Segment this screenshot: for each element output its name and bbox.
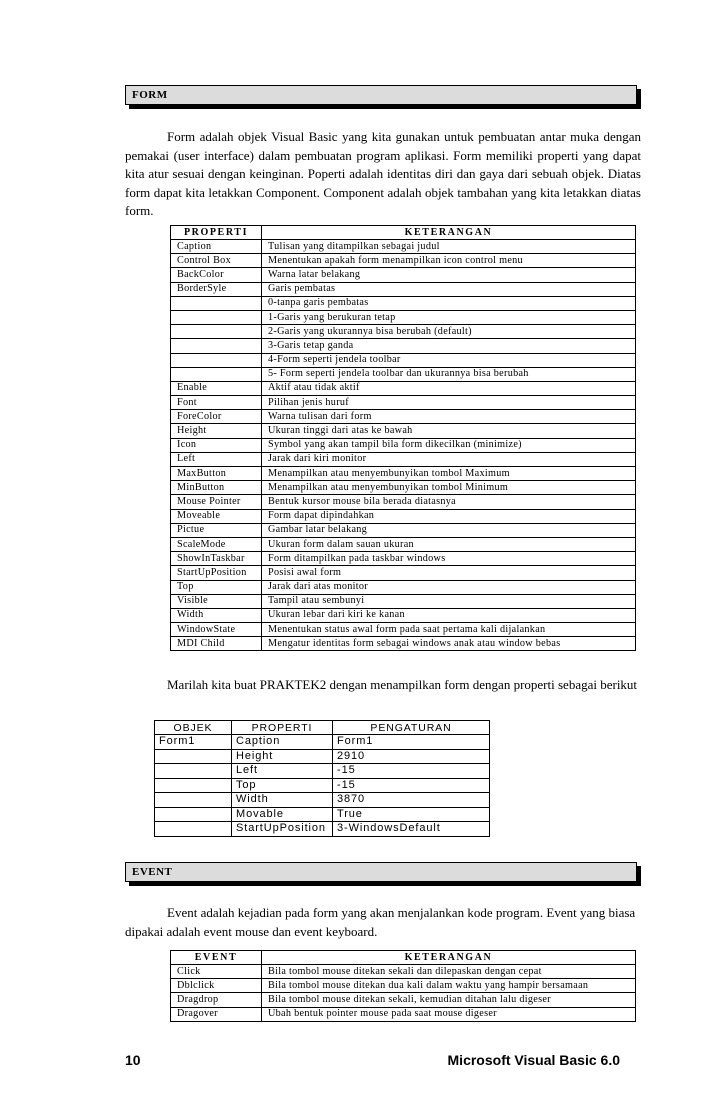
table-cell [171,353,262,367]
table-cell: Posisi awal form [262,566,636,580]
table-cell: Height [171,424,262,438]
table-cell: Warna tulisan dari form [262,410,636,424]
table-row [171,310,636,324]
table-cell: Top [171,580,262,594]
table-row [171,268,636,282]
table-row [171,637,636,651]
table-cell: Jarak dari atas monitor [262,580,636,594]
table-cell: Movable [232,807,333,822]
column-header-properti: PROPERTI [232,721,333,735]
book-title: Microsoft Visual Basic 6.0 [447,1052,620,1068]
event-intro-text: Event adalah kejadian pada form yang akan menjalankan kode program. Event yang biasa dipakai adalah event mouse dan event keyboard. [125,905,636,939]
table-cell [155,807,232,822]
table-row [171,381,636,395]
table-cell: Symbol yang akan tampil bila form dikecilkan (minimize) [262,438,636,452]
table-row [171,509,636,523]
table-row [171,240,636,254]
table-cell: ForeColor [171,410,262,424]
column-header-pengaturan: PENGATURAN [333,721,490,735]
table-row [155,749,490,764]
table-cell: Width [232,793,333,808]
table-row [171,523,636,537]
column-header-keterangan: KETERANGAN [262,951,636,965]
table-cell: Warna latar belakang [262,268,636,282]
page-number: 10 [125,1052,141,1068]
table-row [171,410,636,424]
table-row [171,965,636,979]
table-cell: Caption [171,240,262,254]
table-cell: 0-tanpa garis pembatas [262,296,636,310]
table-cell: Form1 [333,735,490,750]
table-cell: 2910 [333,749,490,764]
table-row [171,552,636,566]
table-cell: 3-WindowsDefault [333,822,490,837]
table-cell: 1-Garis yang berukuran tetap [262,310,636,324]
table-cell: Font [171,396,262,410]
table-row [171,481,636,495]
table-cell: Menampilkan atau menyembunyikan tombol Maximum [262,467,636,481]
event-intro-paragraph [125,904,641,941]
table-cell [155,793,232,808]
table-cell: Form dapat dipindahkan [262,509,636,523]
table-row [171,993,636,1007]
table-row [171,424,636,438]
table-cell: Tulisan yang ditampilkan sebagai judul [262,240,636,254]
table-cell: WindowState [171,623,262,637]
table-cell: True [333,807,490,822]
table-cell: Ukuran lebar dari kiri ke kanan [262,608,636,622]
table-header-row [171,226,636,240]
table-cell: Menentukan status awal form pada saat pertama kali dijalankan [262,623,636,637]
table-cell: Garis pembatas [262,282,636,296]
practice-settings-body [155,735,490,837]
table-row [171,467,636,481]
form-section-header [125,85,637,105]
table-cell: Ukuran tinggi dari atas ke bawah [262,424,636,438]
table-row [171,296,636,310]
table-cell: 4-Form seperti jendela toolbar [262,353,636,367]
table-cell: BackColor [171,268,262,282]
table-cell: -15 [333,764,490,779]
table-cell: Ubah bentuk pointer mouse pada saat mouse digeser [262,1007,636,1021]
table-row [171,282,636,296]
form-intro-paragraph [125,128,641,221]
table-header-row [171,951,636,965]
table-cell: Left [232,764,333,779]
column-header-objek: OBJEK [155,721,232,735]
table-cell [155,749,232,764]
table-cell: Bentuk kursor mouse bila berada diatasnya [262,495,636,509]
table-cell: Gambar latar belakang [262,523,636,537]
table-cell: Left [171,452,262,466]
table-cell: MDI Child [171,637,262,651]
table-row [171,353,636,367]
table-cell: Bila tombol mouse ditekan dua kali dalam waktu yang hampir bersamaan [262,979,636,993]
table-cell: Bila tombol mouse ditekan sekali dan dilepaskan dengan cepat [262,965,636,979]
table-cell [155,778,232,793]
table-cell: Enable [171,381,262,395]
table-cell: Top [232,778,333,793]
practice-settings-table [154,720,490,837]
table-row [171,325,636,339]
form-properties-table [170,225,636,651]
table-cell: Pictue [171,523,262,537]
table-cell: Caption [232,735,333,750]
table-cell [171,367,262,381]
table-cell: StartUpPosition [232,822,333,837]
table-cell: Tampil atau sembunyi [262,594,636,608]
table-row [171,580,636,594]
table-cell: ScaleMode [171,537,262,551]
table-cell: Form1 [155,735,232,750]
table-row [155,807,490,822]
table-cell: Mouse Pointer [171,495,262,509]
table-row [171,396,636,410]
table-row [171,339,636,353]
table-row [171,566,636,580]
table-row [155,764,490,779]
table-cell: Bila tombol mouse ditekan sekali, kemudian ditahan lalu digeser [262,993,636,1007]
table-row [155,793,490,808]
table-cell [171,339,262,353]
table-row [171,594,636,608]
table-cell: Visible [171,594,262,608]
table-cell: Mengatur identitas form sebagai windows anak atau window bebas [262,637,636,651]
table-cell: Height [232,749,333,764]
table-cell: Moveable [171,509,262,523]
table-cell: MaxButton [171,467,262,481]
table-cell [171,325,262,339]
table-cell: Click [171,965,262,979]
table-cell: Menentukan apakah form menampilkan icon control menu [262,254,636,268]
form-section-title: FORM [132,89,168,101]
table-row [155,822,490,837]
table-cell: Dblclick [171,979,262,993]
table-cell [155,822,232,837]
table-cell: 5- Form seperti jendela toolbar dan ukurannya bisa berubah [262,367,636,381]
table-cell: ShowInTaskbar [171,552,262,566]
table-cell: Menampilkan atau menyembunyikan tombol Minimum [262,481,636,495]
event-table [170,950,636,1022]
column-header-properti: PROPERTI [171,226,262,240]
table-cell: 2-Garis yang ukurannya bisa berubah (default) [262,325,636,339]
table-cell: 3870 [333,793,490,808]
table-cell: -15 [333,778,490,793]
event-table-body [171,965,636,1022]
table-cell: Icon [171,438,262,452]
practice-intro-text: Marilah kita buat PRAKTEK2 dengan menampilkan form dengan properti sebagai berikut [167,677,638,692]
table-cell: Form ditampilkan pada taskbar windows [262,552,636,566]
table-cell [171,296,262,310]
table-row [171,438,636,452]
practice-intro-paragraph [125,676,641,695]
table-row [171,1007,636,1021]
event-section-title: EVENT [132,866,173,878]
table-row [155,778,490,793]
table-row [171,367,636,381]
table-cell: Dragdrop [171,993,262,1007]
column-header-keterangan: KETERANGAN [262,226,636,240]
column-header-event: EVENT [171,951,262,965]
form-properties-body [171,240,636,651]
table-header-row [155,721,490,735]
table-cell: Jarak dari kiri monitor [262,452,636,466]
table-row [171,495,636,509]
table-row [171,623,636,637]
table-cell: Ukuran form dalam sauan ukuran [262,537,636,551]
table-cell: Dragover [171,1007,262,1021]
table-cell: Aktif atau tidak aktif [262,381,636,395]
table-cell: Width [171,608,262,622]
table-row [171,608,636,622]
table-cell [171,310,262,324]
table-cell: 3-Garis tetap ganda [262,339,636,353]
table-cell: Pilihan jenis huruf [262,396,636,410]
table-row [171,452,636,466]
form-intro-text: Form adalah objek Visual Basic yang kita gunakan untuk pembuatan antar muka dengan pemakai (user interface) dalam pembuatan program aplikasi. Form memiliki properti yang dapat kita atur sesuai dengan keinginan. Poperti adalah identitas diri dan gaya dari sebuah objek. Diatas form dapat kita letakkan Component. Component adalah objek tambahan yang kita letakkan diatas form. [125,129,641,219]
table-row [171,537,636,551]
table-row [171,979,636,993]
event-section-header [125,862,637,882]
table-row [171,254,636,268]
table-row [155,735,490,750]
table-cell: MinButton [171,481,262,495]
table-cell: StartUpPosition [171,566,262,580]
table-cell: Control Box [171,254,262,268]
table-cell: BorderSyle [171,282,262,296]
table-cell [155,764,232,779]
